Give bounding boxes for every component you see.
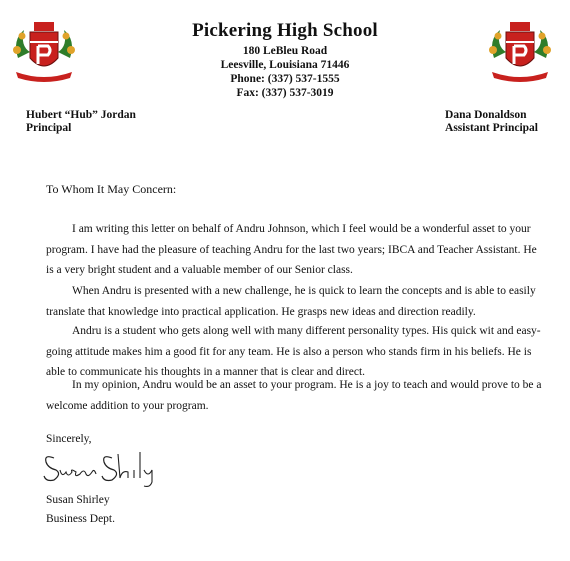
signer-name: Susan Shirley	[46, 494, 110, 506]
letter-paragraph-4: In my opinion, Andru would be an asset to your program. He is a joy to teach and would prove to be a welcome addition to your program.	[46, 379, 542, 412]
principal-title: Principal	[26, 122, 72, 134]
letter-paragraph-3: Andru is a student who gets along well with many different personality types. His quick wit and easy-going attitude makes him a good fit for any team. He is also a person who stands firm in his beliefs. He is able to communicate his thoughts in a manner that is clear and direct.	[46, 325, 541, 378]
phone-number: Phone: (337) 537-1555	[230, 73, 340, 85]
assistant-principal-title: Assistant Principal	[445, 122, 538, 134]
assistant-principal-block	[445, 109, 538, 135]
fax-number: Fax: (337) 537-3019	[236, 87, 334, 99]
signer-department: Business Dept.	[46, 513, 115, 525]
address-city: Leesville, Louisiana 71446	[220, 59, 350, 71]
closing: Sincerely,	[46, 433, 92, 445]
salutation: To Whom It May Concern:	[46, 182, 177, 196]
letter-paragraph-2: When Andru is presented with a new challenge, he is quick to learn the concepts and is able to easily translate that knowledge into practical application. He grasps new ideas and direction readily.	[46, 285, 536, 318]
principal-name: Hubert “Hub” Jordan	[26, 109, 136, 121]
address-street: 180 LeBleu Road	[242, 45, 328, 57]
school-name: Pickering High School	[192, 20, 378, 41]
letter-paragraph-1: I am writing this letter on behalf of Andru Johnson, which I feel would be a wonderful asset to your program. I have had the pleasure of teaching Andru for the last two years; IBCA and Teacher Assistant. He is a very bright student and a valuable member of our Senior class.	[46, 223, 537, 276]
principal-block	[26, 109, 136, 135]
assistant-principal-name: Dana Donaldson	[445, 109, 527, 121]
handwritten-signature	[40, 446, 180, 490]
